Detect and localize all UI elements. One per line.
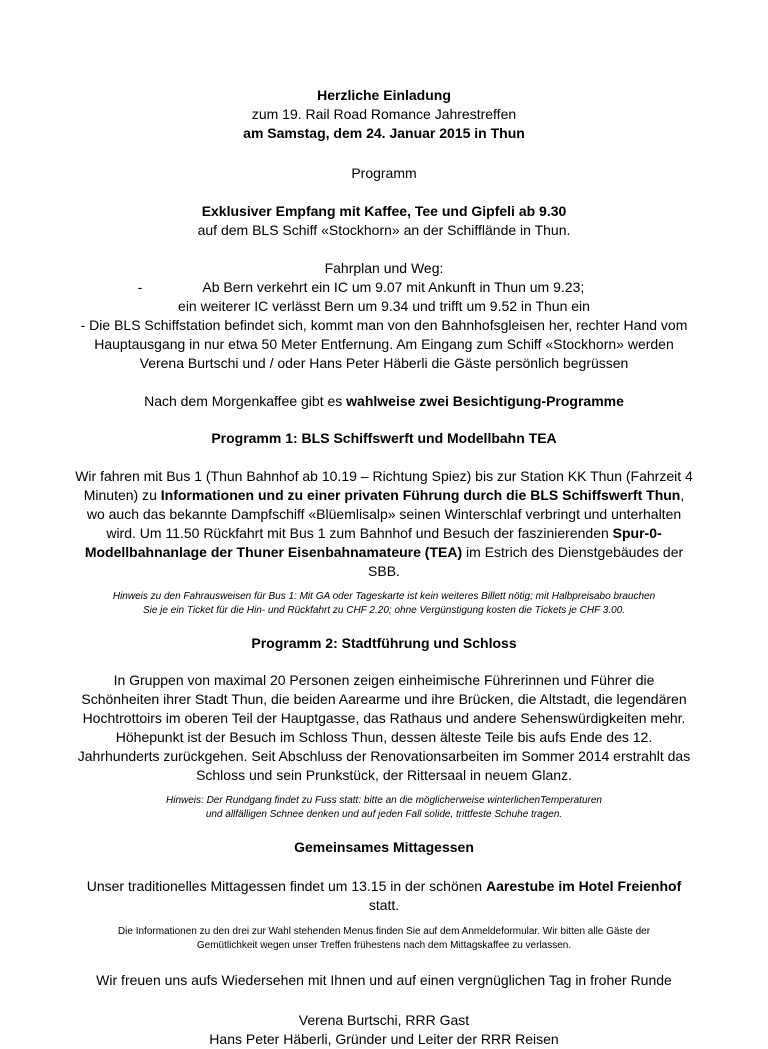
lunch-text-a: Unser traditionelles Mittagessen findet um 13.15 in der schönen (86, 878, 486, 894)
meeting-line: zum 19. Rail Road Romance Jahrestreffen (251, 106, 517, 122)
program2-note-1: Hinweis: Der Rundgang findet zu Fuss statt: bitte an die möglicherweise winterlichenTemperaturen (166, 795, 602, 806)
program2-title (88, 634, 680, 653)
program1-title (88, 429, 680, 448)
reception-location: auf dem BLS Schiff «Stockhorn» an der Schifflände in Thun. (197, 222, 571, 238)
invitation-body (75, 86, 693, 1049)
choice-prefix: Nach dem Morgenkaffee gibt es (144, 393, 347, 409)
invitation-heading (88, 86, 680, 105)
program1-text (74, 467, 694, 581)
list-dash: - (137, 279, 143, 295)
program1-text-b: , wo auch das bekannte Dampfschiff «Blüemlisalp» seinen Winterschlaf verbringt und unterhalten wird. Um 11.50 Rückfahrt mit Bus 1 zum Bahnhof und Besuch der faszinierenden (86, 487, 685, 541)
program1-note-1: Hinweis zu den Fahrausweisen für Bus 1: Mit GA oder Tageskarte ist kein weiteres Billett nötig; mit Halbpreisabo brauchen (112, 591, 656, 602)
lunch-title (88, 838, 680, 857)
schedule-title: Fahrplan und Weg: (324, 260, 444, 276)
signature-1: Verena Burtschi, RRR Gast (298, 1012, 470, 1028)
closing-line: Wir freuen uns aufs Wiedersehen mit Ihnen und auf einen vergnüglichen Tag in froher Runde (96, 972, 672, 988)
choice-bold: wahlweise zwei Besichtigung-Programme (346, 393, 624, 409)
schedule-line-2: ein weiterer IC verlässt Bern um 9.34 und trifft um 9.52 in Thun ein (178, 298, 590, 314)
program1-text-a: Wir fahren mit Bus 1 (Thun Bahnhof ab 10.19 – Richtung Spiez) bis zur Station KK Thun (Fahrzeit 4 Minuten) zu (75, 468, 693, 503)
schedule-line-3: - Die BLS Schiffstation befindet sich, kommt man von den Bahnhofsgleisen her, rechter Hand vom Hauptausgang in nur etwa 50 Meter Entfernung. Am Eingang zum Schiff «Stockhorn» werden Verena Burtschi und / oder Hans Peter Häberli die Gäste persönlich begrüssen (80, 317, 688, 371)
program2-title-text: Programm 2: Stadtführung und Schloss (251, 635, 517, 651)
invitation-title: Herzliche Einladung (317, 87, 451, 103)
program1-title-text: Programm 1: BLS Schiffswerft und Modellbahn TEA (211, 430, 557, 446)
program-heading: Programm (351, 165, 417, 181)
program2-text: In Gruppen von maximal 20 Personen zeigen einheimische Führerinnen und Führer die Schönheiten ihrer Stadt Thun, die beiden Aarearme und ihre Brücken, die Altstadt, die legendären Hochtrottoirs im oberen Teil der Hauptgasse, das Rathaus und andere Sehenswürdigkeiten mehr. Höhepunkt ist der Besuch im Schloss Thun, dessen älteste Teile bis aufs Ende des 12. Jahrhunderts zurückgehen. Seit Abschluss der Renovationsarbeiten im Sommer 2014 erstrahlt das Schloss und sein Prunkstück, der Rittersaal in neuem Glanz. (77, 672, 691, 783)
program2-note-2: und allfälligen Schnee denken und auf jeden Fall solide, trittfeste Schuhe tragen. (205, 809, 563, 820)
lunch-text-b: statt. (368, 897, 400, 913)
program1-bold-a: Informationen und zu einer privaten Führung durch die BLS Schiffswerft Thun (160, 487, 681, 503)
menu-info: Die Informationen zu den drei zur Wahl stehenden Menus finden Sie auf dem Anmeldeformular. Wir bitten alle Gäste der Gemütlichkeit wegen unser Treffen frühestens nach dem Mittagskaffee zu verlassen. (117, 926, 651, 951)
schedule-line-1 (88, 278, 680, 297)
reception-title-text: Exklusiver Empfang mit Kaffee, Tee und Gipfeli ab 9.30 (201, 203, 567, 219)
program1-bold-b: Spur-0-Modellbahnanlage der Thuner Eisenbahnamateure (TEA) (84, 525, 662, 560)
lunch-venue: Aarestube im Hotel Freienhof (485, 878, 682, 894)
event-date: am Samstag, dem 24. Januar 2015 in Thun (243, 125, 525, 141)
choice-line (88, 392, 680, 411)
lunch-text (74, 877, 694, 915)
program1-note-2: Sie je ein Ticket für die Hin- und Rückfahrt zu CHF 2.20; ohne Vergünstigung kosten die Tickets je CHF 3.00. (142, 605, 626, 616)
schedule-line-1-text: Ab Bern verkehrt ein IC um 9.07 mit Ankunft in Thun um 9.23; (202, 279, 585, 295)
program1-text-c: im Estrich des Dienstgebäudes der SBB. (368, 544, 684, 579)
date-line (88, 124, 680, 143)
lunch-title-text: Gemeinsames Mittagessen (294, 839, 474, 855)
reception-title (88, 202, 680, 221)
signature-2: Hans Peter Häberli, Gründer und Leiter der RRR Reisen (209, 1031, 559, 1047)
